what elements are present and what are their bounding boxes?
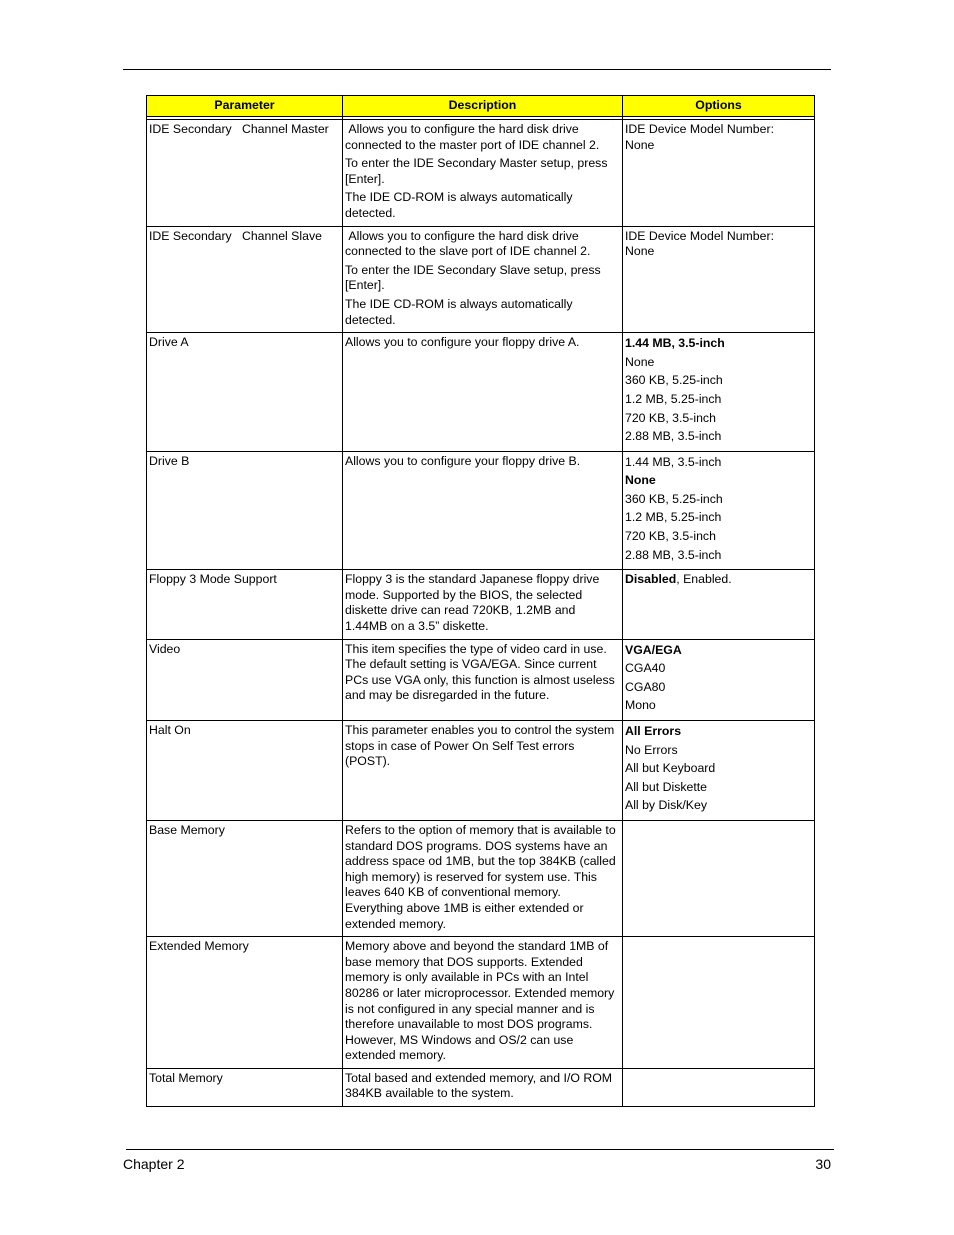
parameter-name: Extended Memory [149,939,249,954]
table-row [147,570,815,639]
description-cell [343,120,623,227]
options-cell [623,120,815,227]
option-item: 1.2 MB, 5.25-inch [625,391,722,406]
parameter-cell [147,937,343,1069]
description-text: Refers to the option of memory that is available to standard DOS programs. DOS systems have an address space od 1MB, but the top 384KB (called high memory) is reserved for system use. This leaves 640 KB of conventional memory. Everything above 1MB is either extended or extended memory. [345,822,616,931]
description-text: To enter the IDE Secondary Master setup, press [Enter]. [345,156,608,186]
parameter-cell [147,639,343,720]
table-row [147,120,815,227]
parameter-cell [147,721,343,821]
option-label: IDE Device Model Number: [625,228,774,243]
table-row [147,937,815,1069]
option-item: All by Disk/Key [625,798,708,813]
option-item: All but Diskette [625,779,708,794]
description-cell [343,333,623,452]
description-cell [343,721,623,821]
table-row [147,820,815,936]
option-item: CGA80 [625,679,666,694]
option-item: 360 KB, 5.25-inch [625,491,723,506]
description-text: Allows you to configure your floppy drive B. [345,453,581,468]
parameter-name: IDE Secondary Channel Master [149,122,329,136]
options-cell [623,721,815,821]
parameter-cell [147,1068,343,1106]
table-row [147,451,815,570]
options-cell [623,570,815,639]
description-text: Allows you to configure the hard disk drive connected to the master port of IDE channel 2. [345,122,600,152]
description-text: This parameter enables you to control the system stops in case of Power On Self Test errors (POST). [345,723,615,769]
column-header-description: Description [343,96,623,117]
table-header-row [147,96,815,117]
option-default: Disabled [625,572,677,587]
parameter-name: IDE Secondary Channel Slave [149,228,322,243]
option-item: 720 KB, 3.5-inch [625,529,716,544]
option-item: Mono [625,698,656,713]
description-text: Allows you to configure your floppy drive A. [345,335,580,350]
table-row [147,333,815,452]
option-item: 2.88 MB, 3.5-inch [625,547,722,562]
parameter-cell [147,570,343,639]
option-label: IDE Device Model Number: [625,122,774,136]
option-item: None [625,354,655,369]
option-default: None [625,473,656,488]
table-row [147,721,815,821]
option-item: No Errors [625,742,678,757]
option-default: 1.44 MB, 3.5-inch [625,336,725,351]
options-cell [623,226,815,333]
column-header-options: Options [623,96,815,117]
footer-rule [126,1149,834,1150]
options-cell [623,451,815,570]
parameter-name: Base Memory [149,822,225,837]
options-cell [623,1068,815,1106]
bios-parameter-table [146,95,815,1107]
parameter-name: Video [149,641,181,656]
parameter-name: Halt On [149,723,191,737]
options-cell [623,820,815,936]
description-text: To enter the IDE Secondary Slave setup, press [Enter]. [345,262,601,293]
description-text: Floppy 3 is the standard Japanese floppy drive mode. Supported by the BIOS, the selected diskette drive can read 720KB, 1.2MB and 1.44MB on a 3.5” diskette. [345,572,600,634]
table-row [147,639,815,720]
option-item: CGA40 [625,661,666,676]
description-text: Memory above and beyond the standard 1MB of base memory that DOS supports. Extended memory is only available in PCs with an Intel 80286 or later microprocessor. Extended memory is not configured in any special manner and is therefore unavailable to most DOS programs. However, MS Windows and OS/2 can use extended memory. [345,939,615,1063]
description-text: Allows you to configure the hard disk drive connected to the slave port of IDE channel 2. [345,228,591,259]
option-default: All Errors [625,724,682,738]
parameter-name: Drive A [149,335,189,350]
parameter-name: Total Memory [149,1070,223,1085]
option-value: None [625,244,655,259]
description-cell [343,820,623,936]
option-item: 720 KB, 3.5-inch [625,410,716,425]
footer-page-number: 30 [815,1156,831,1172]
option-value: None [625,137,655,152]
description-cell [343,226,623,333]
options-cell [623,639,815,720]
description-cell [343,639,623,720]
footer-chapter: Chapter 2 [123,1156,185,1172]
description-cell [343,451,623,570]
parameter-cell [147,820,343,936]
option-item: All but Keyboard [625,761,716,776]
description-text: This item specifies the type of video card in use. The default setting is VGA/EGA. Since current PCs use VGA only, this function is almost useless and may be disregarded in the future. [345,641,615,703]
table-row [147,226,815,333]
option-item: 1.44 MB, 3.5-inch [625,454,722,469]
options-cell [623,333,815,452]
parameter-cell [147,226,343,333]
description-text: Total based and extended memory, and I/O ROM 384KB available to the system. [345,1070,613,1101]
description-cell [343,570,623,639]
description-text: The IDE CD-ROM is always automatically detected. [345,190,573,220]
parameter-cell [147,451,343,570]
options-cell [623,937,815,1069]
column-header-parameter: Parameter [147,96,343,117]
parameter-cell [147,120,343,227]
option-default: VGA/EGA [625,642,682,657]
parameter-cell [147,333,343,452]
parameter-name: Drive B [149,453,190,468]
description-cell [343,937,623,1069]
option-item: 360 KB, 5.25-inch [625,373,723,388]
option-item: 2.88 MB, 3.5-inch [625,429,722,444]
header-rule [123,69,831,70]
option-item: 1.2 MB, 5.25-inch [625,510,722,525]
parameter-name: Floppy 3 Mode Support [149,572,277,587]
table-row [147,1068,815,1106]
description-text: The IDE CD-ROM is always automatically detected. [345,296,573,327]
description-cell [343,1068,623,1106]
option-item: , Enabled. [676,572,732,587]
